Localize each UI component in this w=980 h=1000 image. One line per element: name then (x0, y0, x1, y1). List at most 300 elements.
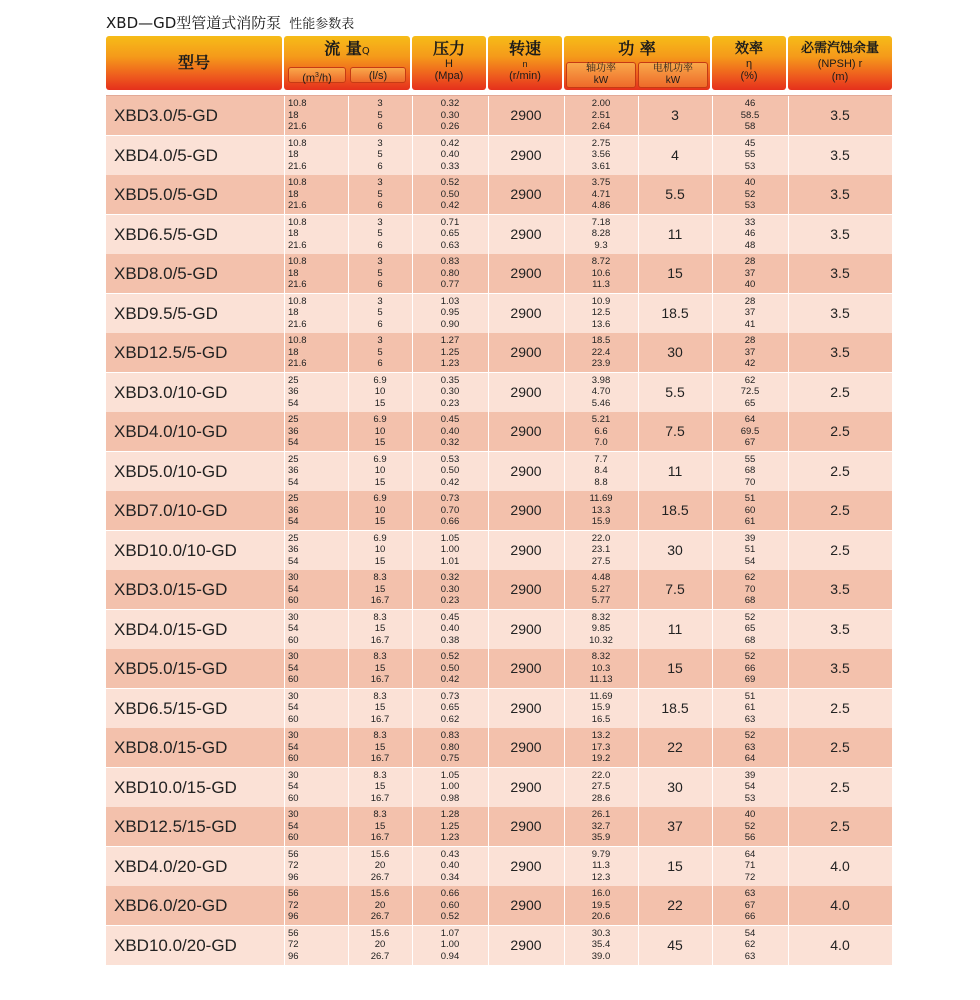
header-model (106, 36, 282, 90)
h-value: 0.65 (440, 228, 460, 239)
h-value: 0.30 (440, 109, 460, 121)
eff-value: 48 (744, 239, 756, 251)
eff-value: 54 (744, 781, 756, 792)
header-speed (488, 36, 562, 90)
eff-value: 67 (744, 899, 756, 911)
h-value: 0.52 (440, 177, 460, 188)
shaft-value: 5.21 (591, 414, 611, 425)
model-cell: XBD3.0/10-GD (114, 382, 228, 402)
q1-value: 25 (288, 532, 299, 544)
flow-ls-cell (348, 412, 412, 451)
shaft-power-cell (564, 926, 638, 965)
q1-value: 54 (288, 583, 299, 595)
shaft-power-cell (564, 373, 638, 412)
speed-cell: 2900 (510, 857, 542, 874)
shaft-value: 4.48 (591, 572, 611, 583)
flow-ls-cell (348, 333, 412, 372)
pressure-cell (412, 847, 488, 886)
shaft-value: 22.4 (591, 346, 611, 358)
h-value: 0.42 (440, 200, 460, 211)
speed-symbol: n (522, 59, 528, 69)
q2-value: 16.7 (370, 595, 390, 606)
eff-value: 53 (744, 792, 756, 804)
npsh-cell: 2.5 (830, 462, 850, 479)
q1-value: 54 (288, 555, 299, 567)
eff-value: 58 (744, 121, 756, 132)
speed-cell: 2900 (510, 344, 542, 360)
flow-ls-cell (348, 610, 412, 649)
speed-cell: 2900 (510, 699, 542, 716)
q1-value: 30 (288, 611, 299, 623)
shaft-power-cell (564, 254, 638, 293)
npsh-cell: 3.5 (830, 186, 850, 202)
flow-ls-cell (348, 728, 412, 767)
flow-m3h-cell (284, 452, 348, 491)
q1-value: 10.8 (288, 216, 307, 228)
shaft-value: 22.0 (591, 532, 611, 544)
speed-cell: 2900 (510, 739, 542, 755)
speed-cell: 2900 (510, 581, 542, 597)
h-value: 0.60 (440, 899, 460, 911)
shaft-power-cell (564, 886, 638, 925)
h-value: 1.01 (440, 555, 460, 567)
eff-value: 39 (744, 532, 756, 544)
h-value: 0.73 (440, 493, 460, 504)
q1-value: 10.8 (288, 295, 307, 307)
efficiency-cell (712, 570, 788, 609)
table-row (106, 136, 892, 175)
model-cell: XBD10.0/15-GD (114, 777, 237, 797)
q1-value: 72 (288, 899, 299, 911)
h-value: 0.77 (440, 279, 460, 290)
shaft-power-cell (564, 649, 638, 688)
npsh-cell: 2.5 (830, 739, 850, 755)
shaft-value: 11.13 (589, 674, 613, 685)
q1-value: 36 (288, 386, 299, 397)
eff-value: 40 (744, 177, 756, 188)
q1-value: 21.6 (288, 318, 307, 330)
shaft-value: 17.3 (591, 741, 611, 753)
eff-value: 65 (744, 623, 756, 634)
h-value: 1.00 (440, 781, 460, 792)
q1-value: 54 (288, 741, 299, 753)
q1-value: 60 (288, 832, 299, 843)
speed-cell: 2900 (510, 146, 542, 163)
flow-m3h-cell (284, 768, 348, 807)
efficiency-cell (712, 294, 788, 333)
npsh-cell: 4.0 (830, 897, 850, 913)
flow-m3h-cell (284, 886, 348, 925)
motor-power-cell: 15 (667, 265, 683, 281)
h-value: 0.53 (440, 453, 460, 465)
h-value: 0.73 (440, 690, 460, 702)
shaft-value: 30.3 (591, 927, 611, 939)
speed-cell: 2900 (510, 225, 542, 242)
npsh-cell: 2.5 (830, 699, 850, 716)
flow-unit1-post: /h) (318, 72, 332, 85)
q2-value: 8.3 (373, 651, 387, 662)
h-value: 0.45 (440, 414, 460, 425)
table-row (106, 412, 892, 451)
table-row (106, 886, 892, 925)
motor-power-cell: 11 (667, 462, 683, 479)
pressure-cell (412, 570, 488, 609)
eff-value: 72 (744, 871, 756, 883)
shaft-value: 8.32 (591, 611, 611, 623)
q1-value: 30 (288, 651, 299, 662)
flow-m3h-cell (284, 96, 348, 135)
q1-value: 96 (288, 911, 299, 922)
motor-power-header (638, 62, 708, 88)
h-value: 0.71 (440, 216, 460, 228)
h-value: 1.28 (440, 809, 460, 820)
eff-value: 52 (744, 730, 756, 741)
flow-m3h-cell (284, 807, 348, 846)
q1-value: 54 (288, 476, 299, 488)
model-cell: XBD10.0/10-GD (114, 540, 237, 560)
shaft-value: 11.69 (589, 690, 613, 702)
shaft-power-cell (564, 96, 638, 135)
efficiency-cell (712, 531, 788, 570)
q1-value: 10.8 (288, 137, 307, 149)
flow-ls-cell (348, 531, 412, 570)
table-row (106, 294, 892, 333)
col-divider (412, 96, 413, 966)
motor-power-cell: 22 (667, 897, 683, 913)
h-value: 1.00 (440, 544, 460, 555)
shaft-power-cell (564, 807, 638, 846)
npsh-cell: 3.5 (830, 146, 850, 163)
pressure-unit: (Mpa) (434, 70, 464, 82)
q2-value: 10 (374, 465, 386, 476)
efficiency-cell (712, 373, 788, 412)
shaft-value: 27.5 (591, 781, 611, 792)
q2-value: 8.3 (373, 572, 387, 583)
pressure-cell (412, 610, 488, 649)
shaft-value: 2.75 (591, 137, 611, 149)
pressure-cell (412, 649, 488, 688)
header-flow-label (284, 40, 410, 61)
h-value: 0.40 (440, 623, 460, 634)
flow-ls-cell (348, 807, 412, 846)
flow-m3h-cell (284, 373, 348, 412)
eff-value: 33 (744, 216, 756, 228)
q1-value: 54 (288, 623, 299, 634)
q1-value: 10.8 (288, 98, 307, 109)
efficiency-cell (712, 807, 788, 846)
q2-value: 26.7 (370, 871, 390, 883)
flow-q: Q (361, 46, 370, 57)
table-title (106, 12, 354, 33)
model-cell: XBD4.0/20-GD (114, 856, 228, 876)
q2-value: 20 (374, 899, 386, 911)
npsh-cell: 3.5 (830, 581, 850, 597)
efficiency-cell (712, 689, 788, 728)
q2-value: 15 (374, 662, 386, 674)
shaft-value: 2.00 (591, 98, 611, 109)
shaft-value: 5.46 (591, 397, 611, 409)
q2-value: 6.9 (373, 414, 387, 425)
power-label: 功 率 (618, 39, 656, 58)
shaft-value: 13.2 (591, 730, 611, 741)
q2-value: 6.9 (373, 374, 387, 386)
flow-m3h-cell (284, 610, 348, 649)
shaft-power-label: 轴功率 (586, 63, 616, 74)
h-value: 0.94 (440, 950, 460, 962)
eff-value: 62 (744, 572, 756, 583)
model-cell: XBD5.0/15-GD (114, 659, 228, 678)
shaft-value: 11.69 (589, 493, 613, 504)
npsh-cell: 3.5 (830, 107, 850, 123)
q2-value: 6.9 (373, 493, 387, 504)
npsh-cell: 3.5 (830, 344, 850, 360)
h-value: 1.00 (440, 939, 460, 950)
flow-unit-m3h (288, 67, 346, 83)
efficiency-symbol: η (745, 58, 753, 70)
q2-value: 10 (374, 504, 386, 516)
shaft-value: 4.70 (591, 386, 611, 397)
q1-value: 54 (288, 397, 299, 409)
shaft-power-cell (564, 689, 638, 728)
shaft-value: 15.9 (591, 516, 611, 527)
q2-value: 6 (377, 121, 383, 132)
motor-power-cell: 30 (667, 778, 683, 795)
q1-value: 10.8 (288, 256, 307, 267)
shaft-power-cell (564, 847, 638, 886)
eff-value: 68 (744, 595, 756, 606)
speed-cell: 2900 (510, 304, 542, 321)
eff-value: 65 (744, 397, 756, 409)
q2-value: 5 (377, 307, 383, 318)
q2-value: 8.3 (373, 730, 387, 741)
flow-m3h-cell (284, 215, 348, 254)
flow-ls-cell (348, 649, 412, 688)
motor-power-cell: 18.5 (661, 304, 689, 321)
npsh-cell: 2.5 (830, 818, 850, 834)
q1-value: 36 (288, 544, 299, 555)
shaft-value: 35.4 (591, 939, 611, 950)
eff-value: 64 (744, 753, 756, 764)
q1-value: 25 (288, 374, 299, 386)
efficiency-cell (712, 333, 788, 372)
model-cell: XBD6.5/5-GD (114, 224, 218, 244)
eff-value: 54 (744, 555, 756, 567)
flow-ls-cell (348, 452, 412, 491)
q2-value: 15.6 (370, 848, 390, 860)
efficiency-unit: (%) (740, 70, 758, 82)
h-value: 0.83 (440, 256, 460, 267)
q2-value: 6 (377, 318, 383, 330)
q1-value: 72 (288, 860, 299, 871)
q1-value: 60 (288, 713, 299, 725)
eff-value: 61 (744, 702, 756, 713)
eff-value: 52 (744, 820, 756, 832)
speed-cell: 2900 (510, 265, 542, 281)
h-value: 1.25 (440, 346, 460, 358)
col-divider (564, 96, 565, 966)
q2-value: 16.7 (370, 792, 390, 804)
q1-value: 30 (288, 769, 299, 781)
shaft-value: 23.1 (591, 544, 611, 555)
motor-power-cell: 3 (671, 107, 679, 123)
eff-value: 68 (744, 465, 756, 476)
table-row (106, 689, 892, 728)
model-cell: XBD5.0/5-GD (114, 185, 218, 204)
flow-m3h-cell (284, 847, 348, 886)
q2-value: 6 (377, 200, 383, 211)
npsh-cell: 4.0 (830, 936, 850, 953)
model-cell: XBD6.5/15-GD (114, 698, 228, 718)
q1-value: 30 (288, 809, 299, 820)
q1-value: 25 (288, 493, 299, 504)
q1-value: 21.6 (288, 121, 307, 132)
shaft-value: 9.3 (594, 239, 608, 251)
eff-value: 46 (744, 98, 756, 109)
q2-value: 16.7 (370, 674, 390, 685)
eff-value: 66 (744, 662, 756, 674)
pressure-cell (412, 215, 488, 254)
speed-label: 转速 (508, 39, 541, 58)
q2-value: 3 (377, 256, 383, 267)
model-cell: XBD9.5/5-GD (114, 303, 218, 323)
shaft-power-cell (564, 570, 638, 609)
h-value: 0.30 (440, 583, 460, 595)
q2-value: 8.3 (373, 769, 387, 781)
eff-value: 28 (744, 335, 756, 346)
q1-value: 10.8 (288, 335, 307, 346)
q2-value: 16.7 (370, 634, 390, 646)
shaft-value: 3.61 (591, 160, 611, 172)
flow-ls-cell (348, 886, 412, 925)
efficiency-cell (712, 491, 788, 530)
pressure-cell (412, 689, 488, 728)
motor-power-cell: 45 (667, 936, 683, 953)
flow-m3h-cell (284, 491, 348, 530)
q1-value: 36 (288, 465, 299, 476)
q1-value: 56 (288, 848, 299, 860)
q1-value: 18 (288, 307, 299, 318)
model-cell: XBD6.0/20-GD (114, 896, 228, 915)
h-value: 0.63 (440, 239, 460, 251)
q2-value: 15 (374, 741, 386, 753)
q2-value: 6 (377, 279, 383, 290)
efficiency-cell (712, 136, 788, 175)
table-row (106, 175, 892, 214)
table-row (106, 254, 892, 293)
pressure-cell (412, 768, 488, 807)
h-value: 0.32 (440, 98, 460, 109)
npsh-cell: 4.0 (830, 857, 850, 874)
npsh-cell: 2.5 (830, 423, 850, 439)
eff-value: 64 (744, 848, 756, 860)
shaft-value: 26.1 (591, 809, 611, 820)
shaft-value: 10.6 (591, 267, 611, 279)
pressure-cell (412, 728, 488, 767)
shaft-value: 22.0 (591, 769, 611, 781)
h-value: 0.98 (440, 792, 460, 804)
q1-value: 18 (288, 228, 299, 239)
h-value: 1.05 (440, 532, 460, 544)
h-value: 0.80 (440, 267, 460, 279)
flow-ls-cell (348, 847, 412, 886)
q1-value: 21.6 (288, 160, 307, 172)
q2-value: 5 (377, 346, 383, 358)
eff-value: 55 (744, 149, 756, 160)
efficiency-cell (712, 886, 788, 925)
table-row (106, 215, 892, 254)
flow-ls-cell (348, 926, 412, 965)
q2-value: 15 (374, 516, 386, 527)
eff-value: 53 (744, 200, 756, 211)
efficiency-cell (712, 768, 788, 807)
h-value: 1.23 (440, 832, 460, 843)
flow-label: 流 量 (324, 39, 362, 58)
flow-ls-cell (348, 768, 412, 807)
q1-value: 18 (288, 267, 299, 279)
flow-m3h-cell (284, 175, 348, 214)
shaft-value: 18.5 (591, 335, 611, 346)
q2-value: 20 (374, 860, 386, 871)
flow-m3h-cell (284, 689, 348, 728)
table-row (106, 333, 892, 372)
h-value: 0.23 (440, 595, 460, 606)
flow-m3h-cell (284, 728, 348, 767)
q1-value: 54 (288, 437, 299, 448)
pressure-cell (412, 136, 488, 175)
q1-value: 60 (288, 634, 299, 646)
motor-power-cell: 15 (667, 857, 683, 874)
h-value: 0.30 (440, 386, 460, 397)
table-row (106, 491, 892, 530)
model-cell: XBD12.5/15-GD (114, 817, 237, 836)
shaft-value: 5.77 (591, 595, 611, 606)
q2-value: 5 (377, 228, 383, 239)
flow-m3h-cell (284, 570, 348, 609)
shaft-power-cell (564, 333, 638, 372)
flow-m3h-cell (284, 136, 348, 175)
q1-value: 21.6 (288, 200, 307, 211)
speed-cell: 2900 (510, 541, 542, 558)
npsh-cell: 3.5 (830, 304, 850, 321)
flow-unit-ls: (l/s) (350, 67, 406, 83)
shaft-value: 4.86 (591, 200, 611, 211)
npsh-cell: 2.5 (830, 502, 850, 518)
header-efficiency (712, 36, 786, 90)
pressure-cell (412, 96, 488, 135)
eff-value: 45 (744, 137, 756, 149)
shaft-value: 9.79 (591, 848, 611, 860)
h-value: 0.35 (440, 374, 460, 386)
header-power (564, 36, 710, 90)
h-value: 0.42 (440, 674, 460, 685)
table-row (106, 452, 892, 491)
model-cell: XBD7.0/10-GD (114, 501, 228, 520)
motor-power-cell: 18.5 (661, 502, 689, 518)
speed-cell: 2900 (510, 818, 542, 834)
shaft-value: 12.3 (591, 871, 611, 883)
q1-value: 54 (288, 516, 299, 527)
eff-value: 52 (744, 651, 756, 662)
flow-ls-cell (348, 491, 412, 530)
speed-cell: 2900 (510, 186, 542, 202)
q2-value: 16.7 (370, 713, 390, 725)
motor-power-cell: 4 (671, 146, 679, 163)
eff-value: 63 (744, 741, 756, 753)
q2-value: 15 (374, 702, 386, 713)
eff-value: 28 (744, 256, 756, 267)
q1-value: 21.6 (288, 358, 307, 369)
eff-value: 52 (744, 188, 756, 200)
